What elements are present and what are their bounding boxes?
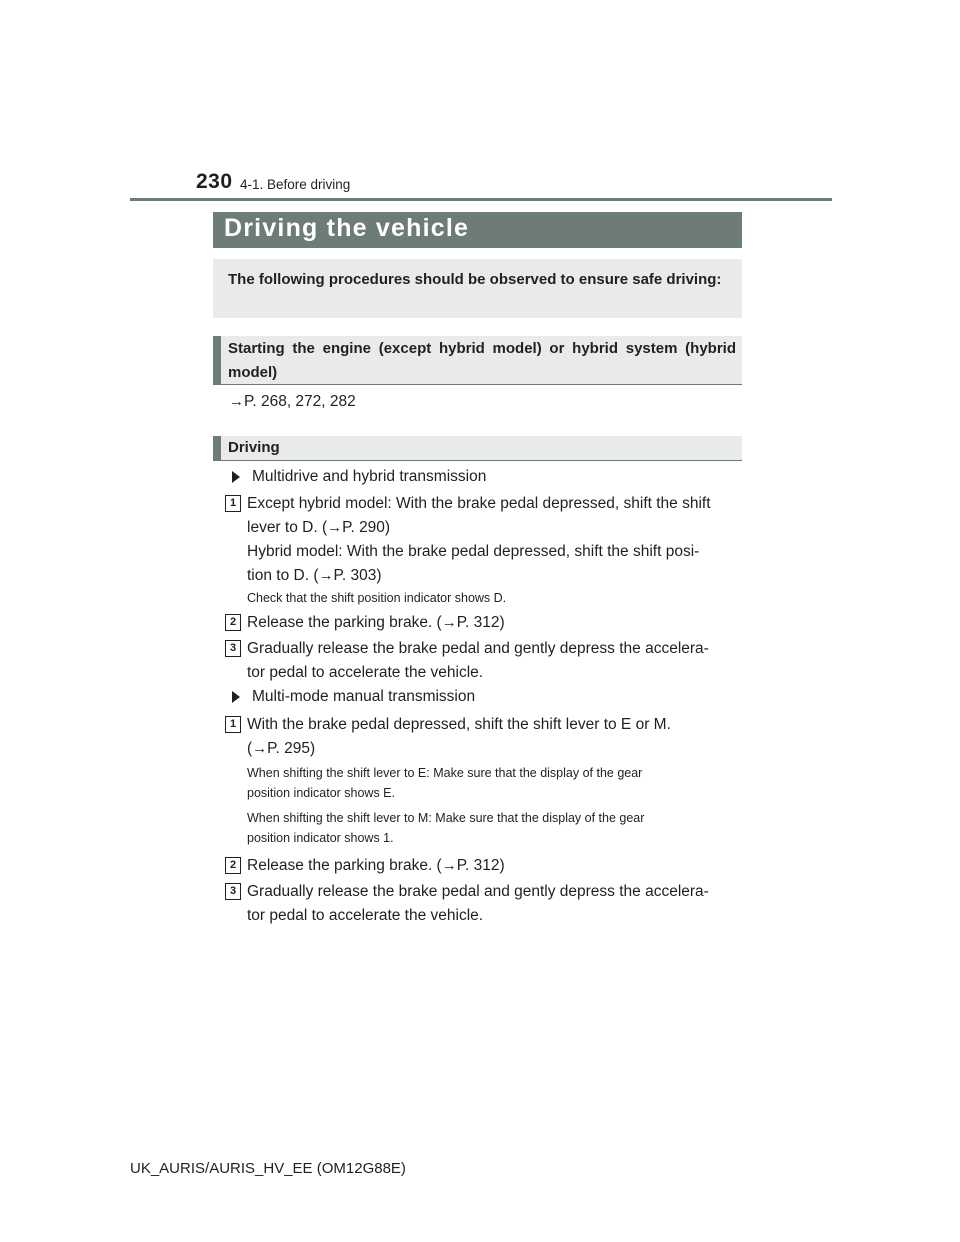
subheading-driving-text: Driving (228, 439, 280, 456)
step-text: tor pedal to accelerate the vehicle. (247, 907, 484, 924)
arrow-right-icon: → (318, 567, 334, 584)
step-note: Check that the shift position indicator shows D. (247, 591, 507, 605)
step-text: With the brake pedal depressed, shift the shift lever to E or M. (247, 716, 671, 733)
triangle-bullet-icon (232, 471, 240, 483)
subheading-bar (213, 336, 221, 384)
arrow-right-icon: → (252, 740, 268, 757)
step-note: When shifting the shift lever to E: Make sure that the display of the gear (247, 766, 643, 780)
triangle-bullet-icon (232, 691, 240, 703)
step-text: lever to D. (→P. 290) (247, 519, 391, 536)
page-ref-link[interactable]: P. 312) (456, 614, 505, 631)
step-text: (→P. 295) (247, 740, 316, 757)
arrow-right-icon: → (229, 393, 244, 410)
section-breadcrumb: 4-1. Before driving (240, 177, 351, 192)
arrow-right-icon: → (441, 857, 457, 874)
page-title: Driving the vehicle (224, 214, 470, 242)
header-divider (130, 198, 832, 201)
page-ref-link[interactable]: P. 303) (333, 567, 382, 584)
step-note: position indicator shows E. (247, 786, 395, 800)
step-number-badge: 2 (225, 857, 241, 874)
step-number-badge: 1 (225, 716, 241, 733)
step-text: tor pedal to accelerate the vehicle. (247, 664, 484, 681)
intro-text: The following procedures should be observed to ensure safe driving: (228, 271, 722, 288)
step-text: Gradually release the brake pedal and gently depress the accelera- (247, 883, 709, 900)
step-number-badge: 1 (225, 495, 241, 512)
step-text: Hybrid model: With the brake pedal depressed, shift the shift posi- (247, 543, 700, 560)
step-number-badge: 3 (225, 640, 241, 657)
step-note: position indicator shows 1. (247, 831, 394, 845)
step-text: tion to D. (→P. 303) (247, 567, 382, 584)
step-text: Except hybrid model: With the brake pedal depressed, shift the shift (247, 495, 711, 512)
arrow-right-icon: → (441, 614, 457, 631)
footer-model-code: UK_AURIS/AURIS_HV_EE (OM12G88E) (130, 1160, 406, 1177)
page-title-banner (213, 212, 742, 248)
step-note: When shifting the shift lever to M: Make sure that the display of the gear (247, 811, 645, 825)
subheading-starting-text: Starting the engine (except hybrid model) or hybrid system (hybrid model) (228, 340, 736, 381)
page-ref-link[interactable]: P. 312) (456, 857, 505, 874)
starting-page-reference (229, 390, 356, 414)
subheading-bar (213, 436, 221, 460)
arrow-right-icon: → (327, 519, 343, 536)
multidrive-heading: Multidrive and hybrid transmission (232, 465, 486, 489)
subheading-driving (213, 436, 742, 461)
step-number-badge: 2 (225, 614, 241, 631)
step-number-badge: 3 (225, 883, 241, 900)
step-text: Release the parking brake. (→P. 312) (247, 614, 505, 631)
subheading-starting (213, 336, 742, 385)
step-text: Gradually release the brake pedal and gently depress the accelera- (247, 640, 709, 657)
multimode-heading: Multi-mode manual transmission (232, 685, 475, 709)
page-ref-link[interactable]: P. 268, 272, 282 (244, 393, 356, 410)
page-number: 230 (196, 170, 233, 193)
step-text: Release the parking brake. (→P. 312) (247, 857, 505, 874)
page-ref-link[interactable]: P. 290) (342, 519, 391, 536)
intro-box (213, 259, 742, 318)
page-ref-link[interactable]: P. 295) (267, 740, 316, 757)
